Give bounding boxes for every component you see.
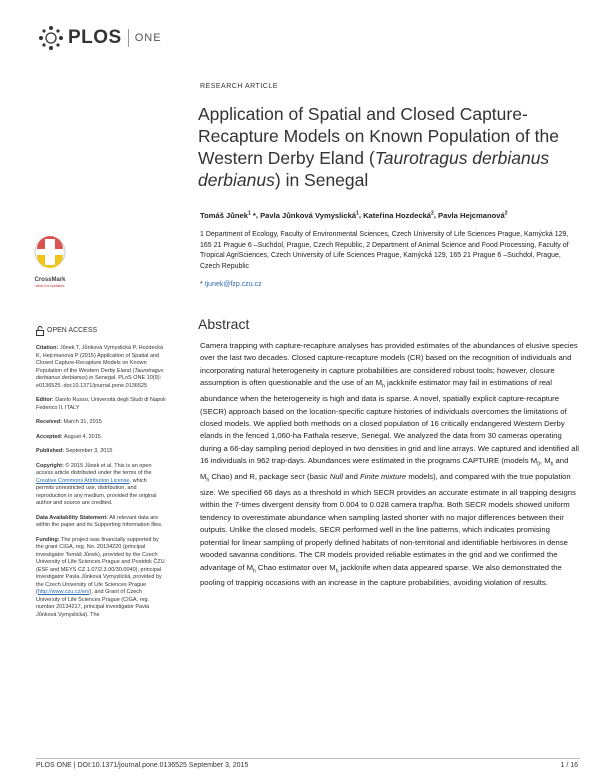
article-type: RESEARCH ARTICLE (200, 83, 278, 90)
corresponding-email (200, 281, 262, 288)
author[interactable]: Kateřina Hozdecká$^2$ (363, 210, 434, 220)
author[interactable]: Pavla Hejcmanová$^2$ (438, 210, 508, 220)
footer-divider (36, 758, 580, 759)
accepted: Accepted: August 4, 2015 (36, 433, 101, 440)
page-number: 1 / 16 (560, 762, 578, 769)
crossmark-icon (33, 258, 67, 275)
footer-citation: PLOS ONE | DOI:10.1371/journal.pone.0136525 September 3, 2015 (36, 762, 249, 769)
citation: Citation: Jůnek T, Jůnková Vymyslická P, Hozdecká K, Hejcmanová P (2015) Application of Spatial and Closed Capture-Recapture Models on Known Population of the Western Derby Eland (Taurotragus derbianus derbianus) in Senegal. PLoS ONE 10(9): e0136525. doi:10.1371/journal.pone.0136525 (36, 345, 164, 389)
email-link[interactable]: tjunek@fzp.czu.cz (204, 281, 262, 288)
license-link[interactable]: Creative Commons Attribution License (36, 477, 130, 484)
title-text-end: ) in Senegal (274, 170, 369, 190)
affiliation-number: 1 (200, 231, 204, 238)
funding: Funding: The project was financially supported by the grant CIGA, reg. No. 20134220 (principal investigator Tomáš Jůnek), provided by the Czech University of Life Sciences Prague and Postdok ČZU (ESF and MEYS CZ.1.07/2.3.00/30.0040), principal investigator Pavla Jůnková Vymyslická, provided by the Czech University of Life Sciences Prague (http://www.czu.cz/en/), and Grant of Czech University of Life Sciences Prague (CIGA, reg. number 20134217, principal investigator Pavla Jůnková Vymyslická). The (36, 536, 165, 618)
author[interactable]: Tomáš Jůnek$^1$ * (200, 210, 256, 220)
crossmark-label: CrossMark (34, 277, 66, 283)
journal-name: ONE (134, 32, 162, 44)
plos-one-logo (36, 24, 162, 52)
affiliation: Department of Animal Science and Food Processing, Faculty of Tropical AgriSciences, Czech University of Life Sciences Prague, Kamýcká 129, 165 21 Prague 6 –Suchdol, Prague, Czech Republic (200, 241, 569, 270)
author[interactable]: Pavla Jůnková Vymyslická$^1$ (260, 210, 359, 220)
open-access-text: OPEN ACCESS (47, 327, 98, 335)
open-access-label (36, 326, 166, 336)
crossmark-badge[interactable] (30, 235, 70, 288)
abstract-body: Camera trapping with capture-recapture analyses has provided estimates of the abundances of elusive species over the last two decades. Closed capture-recapture models (CR) based on the recognition of individuals and incorporating natural heterogeneity in capture probabilities are considered robust tools; however, closure assumption is often questionable and the use of an $M_h$ jackknife estimator may fail in estimations of real abundance when the heterogeneity is high and data is sparse. A novel, spatially explicit capture-recapture (SECR) approach based on the location-specific capture histories of individuals overcomes the limitations of closed models. We applied both methods on a closed population of 16 critically endangered Western Derby elands in the fenced 1,060-ha Fathala reserve, Senegal. We analyzed the data from 30 cameras operating during a 66-day sampling period deployed in two densities in grid and line arrays. We captured and identified all 16 individuals in 962 trap-days. Abundances were estimated in the programs CAPTURE (models $M_0$, $M_h$ and $M_h$ Chao) and R, package secr (basic Null and Finite mixture models), and compared with the true population size. We specified 66 days as a threshold in which SECR provides an accurate estimate in all trapping designs within the 7-times divergent density from 0.004 to 0.028 camera trap/ha. Both SECR models showed uniform tendency to overestimate abundance when sampling lasted shorter with no major differences between their outputs. Unlike the closed models, SECR performed well in the line patterns, which indicates promising potential for linear sampling of properly defined habitats of non-territorial and identifiable herbivores in dense wooded savanna conditions. The CR models provided reliable estimates in the grid and we confirmed the advantage of $M_h$ Chao estimator over $M_h$ jackknife when data appeared sparse. We also demonstrated the pooling of trapping occasions with an increase in the capture probabilities, avoiding violation of results. (200, 341, 579, 588)
editor: Editor: Danilo Russo, Università degli Studi di Napoli Federico II, ITALY (36, 397, 166, 411)
title-text: Application of Spatial and Closed Capture-Recapture Models on Known Population of the Western Derby Eland ( (198, 104, 559, 168)
affiliation: Department of Ecology, Faculty of Environmental Sciences, Czech University of Life Sciences Prague, Kamýcká 129, 165 21 Prague 6 –Suchdol, Prague, Czech Republic, (200, 231, 569, 249)
crossmark-sub: click for updates (35, 283, 65, 288)
author-list: Tomáš Jůnek$^1$ *, Pavla Jůnková Vymyslická$^1$, Kateřina Hozdecká$^2$, Pavla Hejcmanová$^2$ (200, 210, 508, 220)
logo-text: PLOS (68, 27, 122, 48)
abstract-heading: Abstract (198, 316, 250, 332)
affiliations (200, 230, 578, 272)
article-title (198, 103, 578, 191)
article-info-sidebar (36, 326, 166, 626)
czu-link[interactable]: http://www.czu.cz/en/ (37, 589, 90, 595)
copyright: Copyright: © 2015 Jůnek et al. This is an open access article distributed under the terms of the Creative Commons Attribution License, which permits unrestricted use, distribution, and reproduction in any medium, provided the original author and source are credited. (36, 462, 157, 506)
data-availability: Data Availability Statement: All relevant data are within the paper and its Supporting Information files. (36, 514, 163, 528)
asterisk: * (200, 281, 205, 288)
title-species: Taurotragus derbianus derbianus (198, 148, 550, 190)
plos-dots-icon (36, 24, 66, 52)
open-lock-icon (36, 326, 44, 336)
logo-divider (128, 29, 129, 47)
received: Received: March 31, 2015 (36, 419, 102, 425)
published: Published: September 3, 2015 (36, 448, 113, 454)
affiliation-number: 2 (366, 241, 371, 249)
